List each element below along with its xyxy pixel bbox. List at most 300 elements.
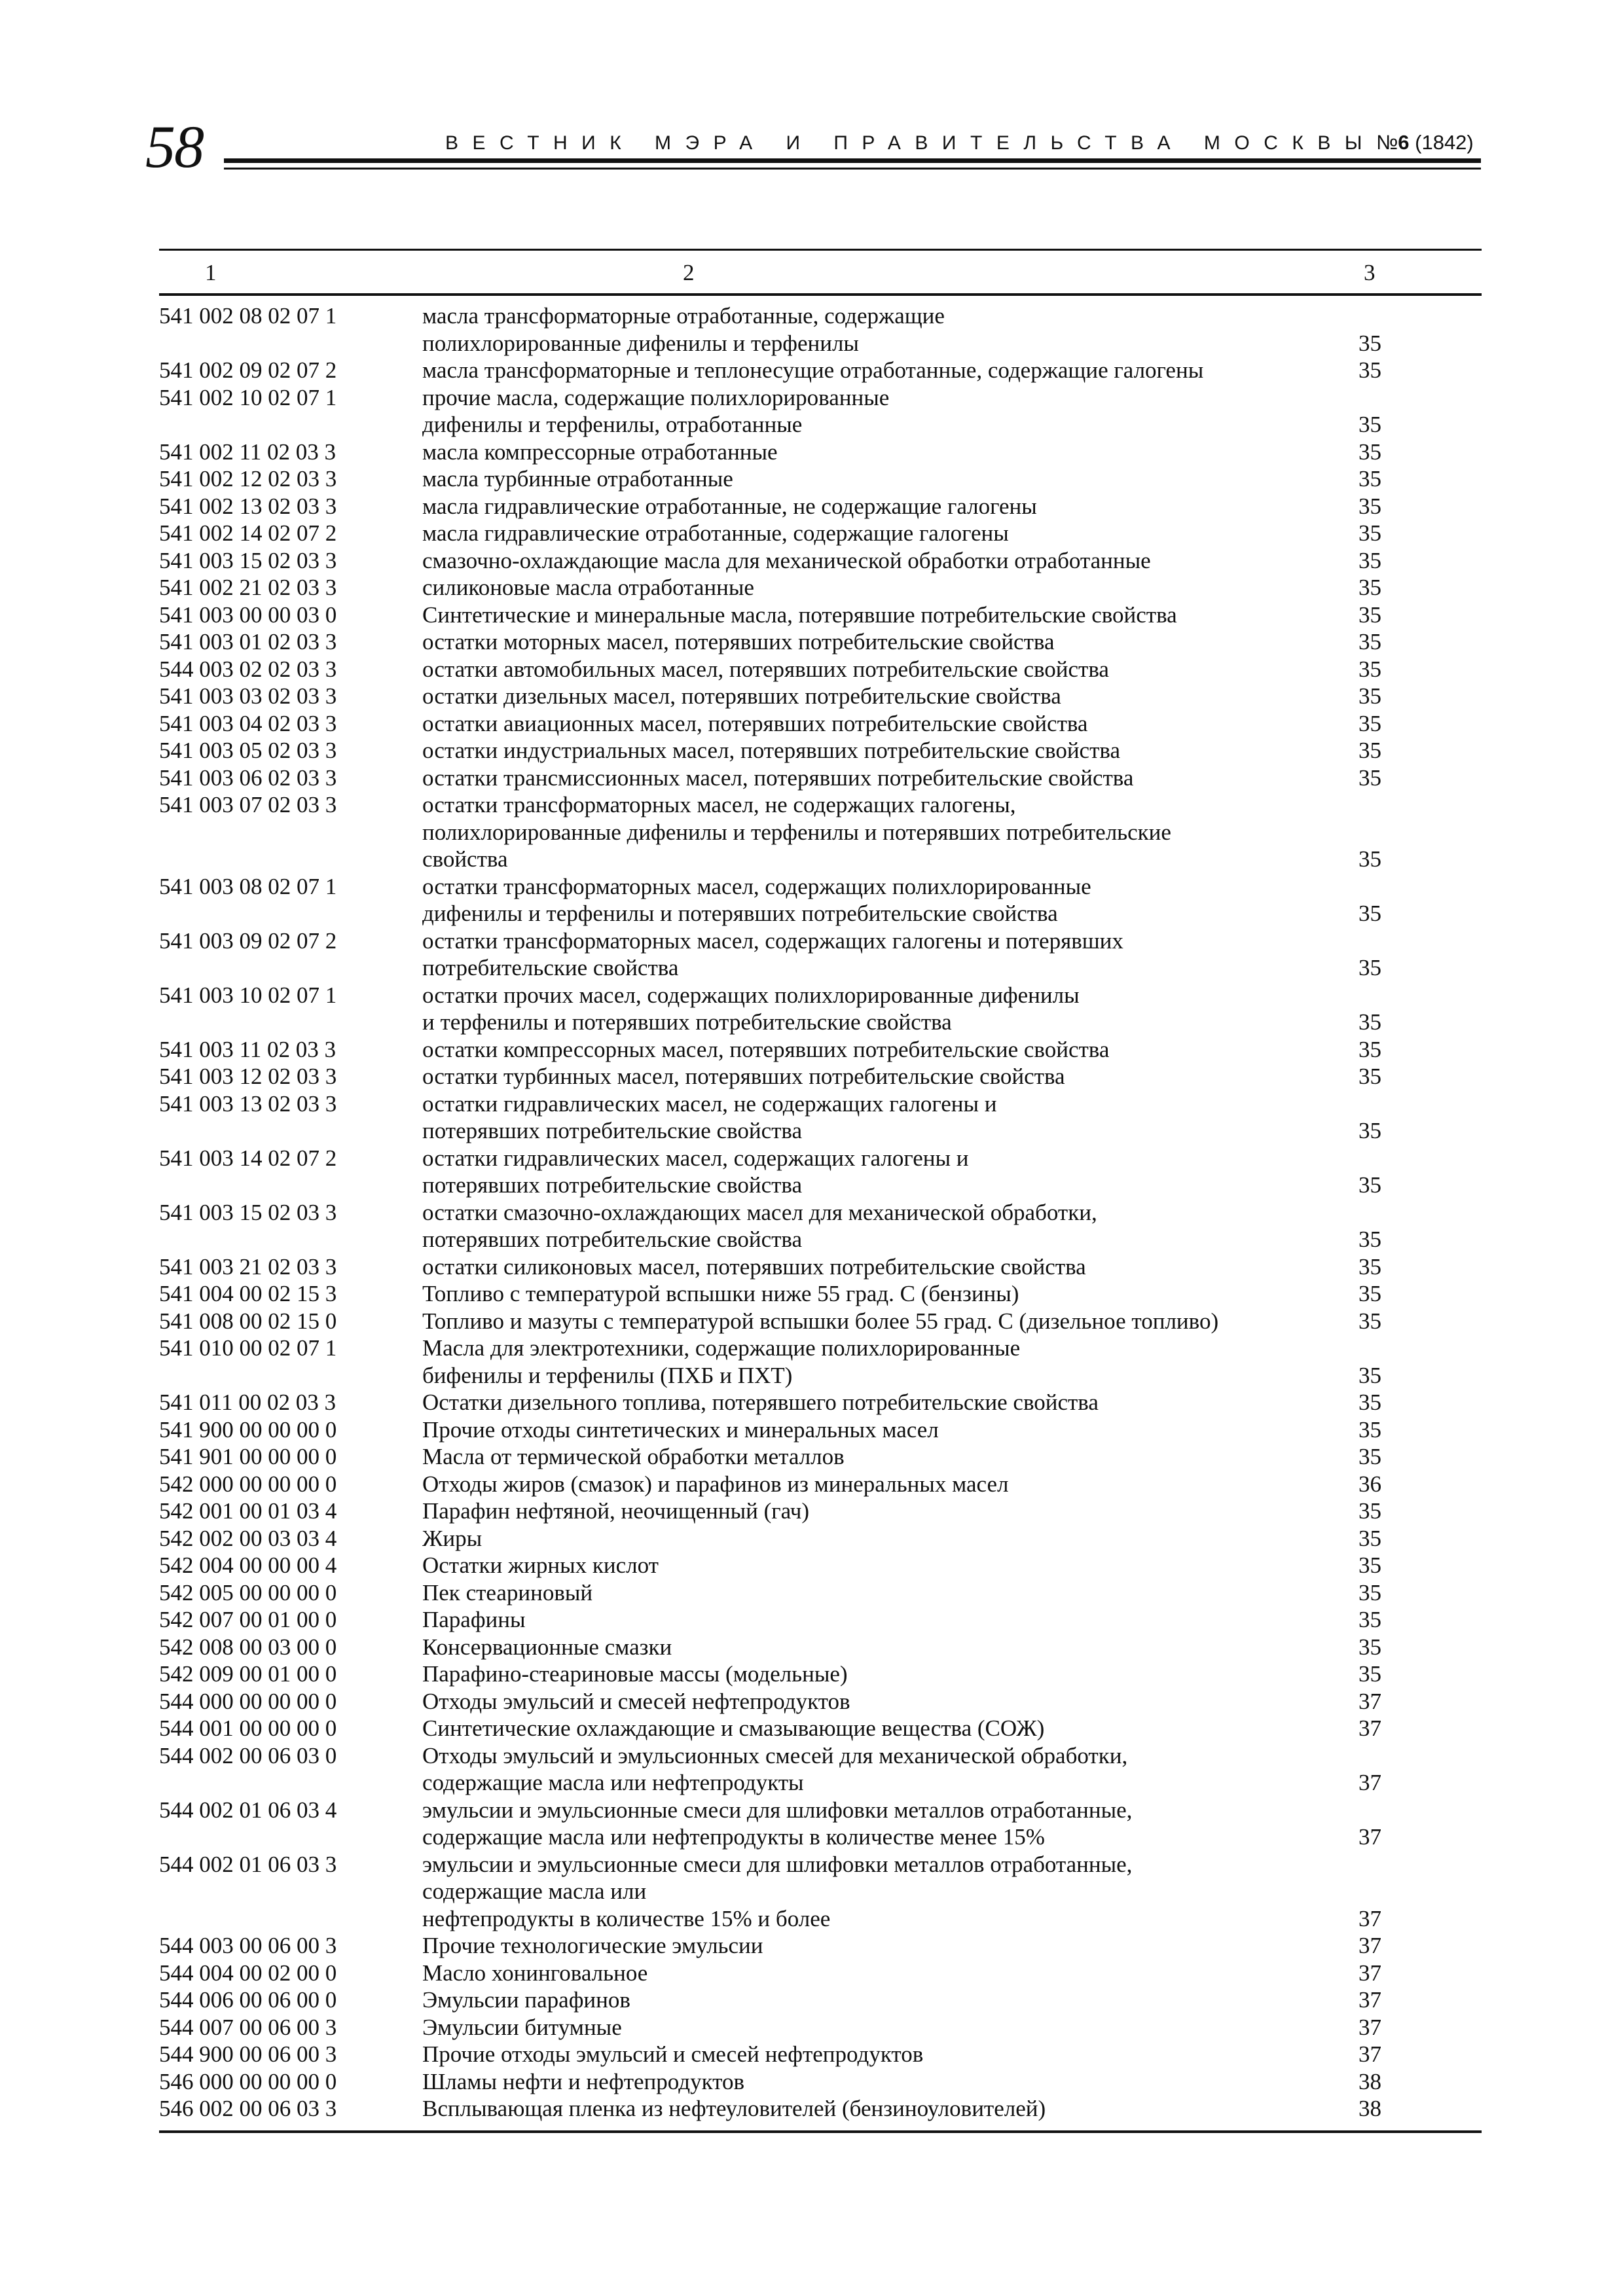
page-reference-value: 35 — [1359, 1661, 1381, 1687]
waste-name — [422, 1579, 1339, 1607]
table-row — [159, 1552, 1482, 1579]
waste-code: 541 003 04 02 03 3 — [159, 710, 337, 736]
issue-label — [1376, 131, 1474, 154]
waste-code: 541 003 11 02 03 3 — [159, 1036, 336, 1062]
page-reference-value: 35 — [1359, 1498, 1381, 1524]
page-reference-value: 35 — [1359, 629, 1381, 655]
page-reference — [1339, 1471, 1482, 1498]
waste-name — [422, 628, 1339, 656]
page-reference — [1339, 1090, 1482, 1145]
table-row — [159, 439, 1482, 466]
waste-code: 541 002 08 02 07 1 — [159, 303, 337, 329]
waste-code: 541 003 12 02 03 3 — [159, 1064, 337, 1089]
page-reference-value: 37 — [1359, 1715, 1381, 1741]
table-row — [159, 1090, 1482, 1145]
waste-name-line: Эмульсии битумные — [422, 2014, 622, 2040]
waste-code: 541 010 00 02 07 1 — [159, 1335, 337, 1361]
waste-name — [422, 1606, 1339, 1634]
header-rule-thin — [224, 168, 1481, 170]
table-row — [159, 1036, 1482, 1064]
table-bottom-rule — [159, 2130, 1482, 2133]
waste-name-line: остатки дизельных масел, потерявших потребительские свойства — [422, 683, 1061, 709]
waste-name — [422, 1688, 1339, 1715]
waste-name — [422, 1443, 1339, 1471]
table-row — [159, 357, 1482, 384]
page-reference — [1339, 656, 1482, 683]
waste-name — [422, 1389, 1339, 1416]
waste-name-line: остатки силиконовых масел, потерявших потребительские свойства — [422, 1253, 1086, 1280]
table-row — [159, 710, 1482, 738]
waste-name-line: Масло хонинговальное — [422, 1960, 648, 1986]
waste-code: 541 901 00 00 00 0 — [159, 1444, 337, 1469]
page-reference — [1339, 1932, 1482, 1960]
waste-name-line: полихлорированные дифенилы и терфенилы — [422, 330, 859, 356]
table-row — [159, 1660, 1482, 1688]
waste-code: 544 001 00 00 00 0 — [159, 1715, 337, 1741]
waste-code: 542 000 00 00 00 0 — [159, 1471, 337, 1497]
page-reference-value: 35 — [1359, 1362, 1381, 1388]
table-row — [159, 628, 1482, 656]
waste-name-line: содержащие масла или — [422, 1878, 647, 1904]
page-reference — [1339, 574, 1482, 601]
waste-name-line: остатки смазочно-охлаждающих масел для механической обработки, — [422, 1199, 1097, 1225]
waste-name-line: Масла от термической обработки металлов — [422, 1444, 845, 1469]
table-row — [159, 1471, 1482, 1498]
table-row — [159, 2041, 1482, 2068]
table-row — [159, 1443, 1482, 1471]
waste-name — [422, 1063, 1339, 1090]
table-row — [159, 683, 1482, 710]
waste-code: 541 003 21 02 03 3 — [159, 1253, 337, 1280]
waste-code: 541 011 00 02 03 3 — [159, 1390, 336, 1415]
page-reference-value: 37 — [1359, 1905, 1381, 1931]
issue-number: 6 — [1398, 131, 1410, 154]
page-reference — [1339, 628, 1482, 656]
page-reference-value: 35 — [1359, 1607, 1381, 1632]
waste-name-line: Шламы нефти и нефтепродуктов — [422, 2068, 744, 2094]
page-reference-value: 35 — [1359, 412, 1381, 437]
waste-name — [422, 737, 1339, 764]
waste-code: 544 003 00 06 00 3 — [159, 1933, 337, 1958]
table-row — [159, 2095, 1482, 2123]
table-row — [159, 1498, 1482, 1525]
waste-name — [422, 357, 1339, 384]
page-reference — [1339, 601, 1482, 629]
waste-code: 541 002 13 02 03 3 — [159, 493, 337, 519]
table-row — [159, 520, 1482, 547]
waste-name — [422, 1660, 1339, 1688]
page-reference-value: 35 — [1359, 1281, 1381, 1306]
table-row — [159, 302, 1482, 357]
page-reference-value: 35 — [1359, 764, 1381, 791]
page-reference — [1339, 873, 1482, 927]
table-row — [159, 1606, 1482, 1634]
waste-name-line: прочие масла, содержащие полихлорированные — [422, 384, 890, 410]
table-row — [159, 547, 1482, 575]
waste-name — [422, 1742, 1339, 1797]
waste-name-line: остатки автомобильных масел, потерявших потребительские свойства — [422, 656, 1109, 682]
page-reference-value: 35 — [1359, 601, 1381, 628]
waste-name-line: остатки авиационных масел, потерявших потребительские свойства — [422, 710, 1088, 736]
page-reference-value: 35 — [1359, 656, 1381, 682]
waste-code-table — [159, 249, 1482, 2133]
page-reference-value: 35 — [1359, 1390, 1381, 1415]
column-header-1: 1 — [205, 260, 217, 285]
waste-code: 541 003 09 02 07 2 — [159, 927, 337, 954]
table-row — [159, 1742, 1482, 1797]
page-reference — [1339, 1063, 1482, 1090]
waste-code: 541 003 00 00 03 0 — [159, 601, 337, 628]
waste-code: 542 001 00 01 03 4 — [159, 1498, 337, 1524]
page-reference — [1339, 384, 1482, 439]
page-reference-value: 35 — [1359, 1036, 1381, 1062]
waste-name — [422, 2041, 1339, 2068]
page-reference-value: 35 — [1359, 1172, 1381, 1198]
waste-code: 541 002 10 02 07 1 — [159, 384, 337, 410]
waste-code: 541 002 11 02 03 3 — [159, 439, 336, 465]
page-reference-value: 38 — [1359, 2096, 1381, 2121]
page-reference-value: 36 — [1359, 1471, 1381, 1497]
page-reference — [1339, 357, 1482, 384]
waste-code: 544 006 00 06 00 0 — [159, 1987, 337, 2013]
waste-code: 542 005 00 00 00 0 — [159, 1579, 337, 1605]
waste-name-line: остатки трансформаторных масел, содержащих полихлорированные — [422, 873, 1091, 899]
waste-code: 544 007 00 06 00 3 — [159, 2014, 337, 2040]
table-row — [159, 1797, 1482, 1851]
waste-name — [422, 927, 1339, 982]
page-reference-value: 35 — [1359, 439, 1381, 465]
waste-name — [422, 302, 1339, 357]
waste-name — [422, 982, 1339, 1036]
table-row — [159, 1253, 1482, 1281]
waste-name-line: Топливо и мазуты с температурой вспышки более 55 град. С (дизельное топливо) — [422, 1308, 1219, 1334]
waste-code: 541 003 06 02 03 3 — [159, 764, 337, 791]
waste-name — [422, 1090, 1339, 1145]
waste-name — [422, 1036, 1339, 1064]
waste-name — [422, 1471, 1339, 1498]
page-reference — [1339, 1145, 1482, 1199]
table-row — [159, 1851, 1482, 1933]
table-row — [159, 465, 1482, 493]
table-row — [159, 764, 1482, 792]
page-reference-value: 37 — [1359, 1824, 1381, 1850]
page-reference — [1339, 1280, 1482, 1308]
waste-name — [422, 2068, 1339, 2096]
waste-name-line: масла гидравлические отработанные, содержащие галогены — [422, 520, 1009, 546]
page-reference-value: 35 — [1359, 1118, 1381, 1143]
page-reference — [1339, 439, 1482, 466]
page-reference-value: 35 — [1359, 1634, 1381, 1660]
waste-name — [422, 601, 1339, 629]
page-reference-value: 35 — [1359, 955, 1381, 980]
table-body — [159, 296, 1482, 2123]
table-row — [159, 1715, 1482, 1742]
waste-code: 541 002 12 02 03 3 — [159, 466, 337, 492]
table-row — [159, 873, 1482, 927]
waste-code: 541 003 08 02 07 1 — [159, 873, 337, 899]
waste-name-line: Остатки дизельного топлива, потерявшего потребительские свойства — [422, 1390, 1099, 1415]
waste-name-line: масла трансформаторные отработанные, содержащие — [422, 303, 945, 329]
page-reference — [1339, 982, 1482, 1036]
table-row — [159, 384, 1482, 439]
page-reference-value: 37 — [1359, 1933, 1381, 1958]
waste-name-line: масла гидравлические отработанные, не содержащие галогены — [422, 493, 1037, 519]
waste-name — [422, 1960, 1339, 1987]
table-row — [159, 1389, 1482, 1416]
page-reference — [1339, 1960, 1482, 1987]
waste-name — [422, 1851, 1339, 1933]
waste-name — [422, 493, 1339, 520]
waste-name-line: остатки индустриальных масел, потерявших потребительские свойства — [422, 738, 1120, 763]
table-row — [159, 1416, 1482, 1444]
page-reference-value: 35 — [1359, 1579, 1381, 1605]
page-reference-value: 37 — [1359, 2014, 1381, 2040]
page-reference-value: 37 — [1359, 1987, 1381, 2013]
waste-code: 546 000 00 00 00 0 — [159, 2068, 337, 2094]
page-reference — [1339, 2014, 1482, 2041]
waste-name — [422, 1145, 1339, 1199]
page-reference — [1339, 764, 1482, 792]
page-reference — [1339, 465, 1482, 493]
waste-name — [422, 547, 1339, 575]
waste-name-line: остатки компрессорных масел, потерявших потребительские свойства — [422, 1036, 1110, 1062]
page-reference-value: 35 — [1359, 1444, 1381, 1469]
page-reference — [1339, 1797, 1482, 1851]
waste-name-line: остатки турбинных масел, потерявших потребительские свойства — [422, 1064, 1065, 1089]
waste-code: 544 000 00 00 00 0 — [159, 1688, 337, 1714]
page-header — [0, 0, 1623, 196]
waste-name-line: остатки гидравлических масел, не содержащих галогены и — [422, 1090, 997, 1117]
waste-code: 541 002 21 02 03 3 — [159, 575, 337, 600]
waste-code: 542 007 00 01 00 0 — [159, 1607, 337, 1632]
waste-code: 541 008 00 02 15 0 — [159, 1308, 337, 1334]
waste-code: 544 900 00 06 00 3 — [159, 2041, 337, 2067]
page-reference — [1339, 1498, 1482, 1525]
waste-name — [422, 384, 1339, 439]
waste-name — [422, 683, 1339, 710]
page-reference — [1339, 1416, 1482, 1444]
table-row — [159, 2068, 1482, 2096]
waste-code: 541 004 00 02 15 3 — [159, 1281, 337, 1306]
issue-suffix: (1842) — [1415, 131, 1474, 154]
waste-code: 544 002 01 06 03 4 — [159, 1797, 337, 1823]
page-reference-value: 35 — [1359, 575, 1381, 600]
waste-name-line: Парафино-стеариновые массы (модельные) — [422, 1661, 848, 1687]
page-number: 58 — [145, 113, 203, 180]
table-row — [159, 927, 1482, 982]
waste-code: 541 002 09 02 07 2 — [159, 357, 337, 383]
waste-name-line: остатки моторных масел, потерявших потребительские свойства — [422, 629, 1055, 655]
waste-code: 542 002 00 03 03 4 — [159, 1525, 337, 1551]
page-reference — [1339, 1606, 1482, 1634]
page-reference — [1339, 302, 1482, 357]
waste-name — [422, 1932, 1339, 1960]
waste-name-line: Жиры — [422, 1525, 483, 1551]
waste-name — [422, 791, 1339, 873]
page-reference-value: 35 — [1359, 1064, 1381, 1089]
waste-name-line: остатки трансформаторных масел, содержащих галогены и потерявших — [422, 927, 1123, 954]
page-reference-value: 37 — [1359, 1688, 1381, 1714]
issue-prefix: № — [1376, 131, 1398, 154]
table-row — [159, 1986, 1482, 2014]
page-reference-value: 35 — [1359, 1416, 1381, 1443]
waste-name — [422, 1552, 1339, 1579]
page-reference-value: 35 — [1359, 357, 1381, 383]
waste-name — [422, 764, 1339, 792]
waste-name — [422, 574, 1339, 601]
waste-name-line: потерявших потребительские свойства — [422, 1227, 803, 1252]
waste-name — [422, 520, 1339, 547]
waste-name — [422, 439, 1339, 466]
waste-name — [422, 873, 1339, 927]
page-reference — [1339, 1986, 1482, 2014]
waste-name-line: Эмульсии парафинов — [422, 1987, 630, 2013]
waste-name-line: и терфенилы и потерявших потребительские свойства — [422, 1009, 952, 1035]
page-reference — [1339, 1579, 1482, 1607]
page-reference — [1339, 737, 1482, 764]
waste-name-line: Топливо с температурой вспышки ниже 55 град. С (бензины) — [422, 1281, 1019, 1306]
table-row — [159, 574, 1482, 601]
waste-code: 541 003 01 02 03 3 — [159, 629, 337, 655]
waste-name-line: Прочие отходы эмульсий и смесей нефтепродуктов — [422, 2041, 924, 2067]
page-reference — [1339, 1199, 1482, 1253]
page-reference — [1339, 1308, 1482, 1335]
waste-name-line: остатки трансмиссионных масел, потерявших потребительские свойства — [422, 764, 1134, 791]
table-row — [159, 1634, 1482, 1661]
waste-name-line: Парафин нефтяной, неочищенный (гач) — [422, 1498, 810, 1524]
waste-code: 546 002 00 06 03 3 — [159, 2096, 337, 2121]
page-reference — [1339, 1253, 1482, 1281]
table-row — [159, 1579, 1482, 1607]
page-reference-value: 35 — [1359, 547, 1381, 573]
waste-name-line: Парафины — [422, 1607, 526, 1632]
page-reference-value: 35 — [1359, 466, 1381, 492]
waste-name — [422, 1986, 1339, 2014]
waste-name-line: Консервационные смазки — [422, 1634, 672, 1660]
table-row — [159, 656, 1482, 683]
table-row — [159, 1525, 1482, 1552]
waste-name-line: остатки прочих масел, содержащих полихлорированные дифенилы — [422, 982, 1080, 1008]
waste-name-line: остатки трансформаторных масел, не содержащих галогены, — [422, 792, 1016, 817]
waste-code: 541 900 00 00 00 0 — [159, 1416, 337, 1443]
waste-name — [422, 1308, 1339, 1335]
waste-name-line: Прочие технологические эмульсии — [422, 1933, 763, 1958]
page-reference-value: 35 — [1359, 1525, 1381, 1551]
table-row — [159, 601, 1482, 629]
page-reference-value: 35 — [1359, 683, 1381, 709]
page-reference — [1339, 547, 1482, 575]
waste-name-line: потребительские свойства — [422, 955, 679, 980]
waste-name — [422, 656, 1339, 683]
waste-name-line: остатки гидравлических масел, содержащих галогены и — [422, 1145, 969, 1171]
page-reference-value: 35 — [1359, 846, 1381, 872]
header-rule-thick — [224, 158, 1481, 163]
column-header-3: 3 — [1364, 260, 1376, 285]
waste-name-line: Масла для электротехники, содержащие полихлорированные — [422, 1335, 1021, 1361]
waste-code: 541 003 05 02 03 3 — [159, 738, 337, 763]
page-reference — [1339, 1443, 1482, 1471]
waste-name-line: потерявших потребительские свойства — [422, 1118, 803, 1143]
waste-code: 541 003 14 02 07 2 — [159, 1145, 337, 1171]
waste-name-line: эмульсии и эмульсионные смеси для шлифовки металлов отработанные, — [422, 1851, 1133, 1877]
waste-name — [422, 1416, 1339, 1444]
waste-name-line: дифенилы и терфенилы и потерявших потребительские свойства — [422, 901, 1058, 926]
table-row — [159, 2014, 1482, 2041]
waste-name — [422, 1335, 1339, 1389]
waste-name-line: Прочие отходы синтетических и минеральных масел — [422, 1416, 939, 1443]
page-reference — [1339, 1742, 1482, 1797]
waste-name — [422, 1498, 1339, 1525]
waste-code: 541 003 03 02 03 3 — [159, 683, 337, 709]
waste-code: 541 003 15 02 03 3 — [159, 547, 337, 573]
page-reference-value: 35 — [1359, 1253, 1381, 1280]
page-reference-value: 35 — [1359, 710, 1381, 736]
waste-code: 541 003 10 02 07 1 — [159, 982, 337, 1008]
page-reference — [1339, 791, 1482, 873]
waste-name-line: содержащие масла или нефтепродукты — [422, 1770, 804, 1795]
page-reference — [1339, 2041, 1482, 2068]
waste-name-line: нефтепродукты в количестве 15% и более — [422, 1905, 831, 1931]
waste-name — [422, 1797, 1339, 1851]
page-reference — [1339, 710, 1482, 738]
page-reference-value: 35 — [1359, 1009, 1381, 1035]
table-row — [159, 1960, 1482, 1987]
waste-name-line: смазочно-охлаждающие масла для механической обработки отработанные — [422, 547, 1151, 573]
page-reference — [1339, 927, 1482, 982]
waste-name-line: Синтетические охлаждающие и смазывающие вещества (СОЖ) — [422, 1715, 1045, 1741]
waste-name-line: дифенилы и терфенилы, отработанные — [422, 412, 803, 437]
waste-name-line: эмульсии и эмульсионные смеси для шлифовки металлов отработанные, — [422, 1797, 1133, 1823]
waste-name-line: Отходы эмульсий и эмульсионных смесей для механической обработки, — [422, 1742, 1128, 1768]
waste-name-line: бифенилы и терфенилы (ПХБ и ПХТ) — [422, 1362, 793, 1388]
waste-name — [422, 1199, 1339, 1253]
page-reference-value: 38 — [1359, 2068, 1381, 2094]
waste-code: 541 003 15 02 03 3 — [159, 1199, 337, 1225]
waste-name-line: Отходы жиров (смазок) и парафинов из минеральных масел — [422, 1471, 1009, 1497]
waste-name — [422, 1634, 1339, 1661]
page-reference-value: 35 — [1359, 738, 1381, 763]
waste-name-line: силиконовые масла отработанные — [422, 575, 754, 600]
waste-name-line: полихлорированные дифенилы и терфенилы и потерявших потребительские — [422, 819, 1171, 845]
page-reference-value: 35 — [1359, 520, 1381, 546]
waste-code: 542 009 00 01 00 0 — [159, 1661, 337, 1687]
waste-name-line: Синтетические и минеральные масла, потерявшие потребительские свойства — [422, 601, 1177, 628]
page-reference — [1339, 1036, 1482, 1064]
page-reference-value: 35 — [1359, 1227, 1381, 1252]
waste-code: 542 004 00 00 00 4 — [159, 1552, 337, 1578]
page-reference — [1339, 1688, 1482, 1715]
page-reference — [1339, 1634, 1482, 1661]
waste-name-line: масла компрессорные отработанные — [422, 439, 778, 465]
table-row — [159, 493, 1482, 520]
table-row — [159, 1145, 1482, 1199]
table-header — [159, 251, 1482, 293]
table-row — [159, 1063, 1482, 1090]
page-reference — [1339, 1335, 1482, 1389]
page-reference — [1339, 1851, 1482, 1933]
waste-name-line: потерявших потребительские свойства — [422, 1172, 803, 1198]
table-row — [159, 982, 1482, 1036]
waste-name — [422, 1715, 1339, 1742]
waste-code: 541 003 13 02 03 3 — [159, 1090, 337, 1117]
waste-code: 542 008 00 03 00 0 — [159, 1634, 337, 1660]
page-reference — [1339, 1715, 1482, 1742]
waste-name-line: Отходы эмульсий и смесей нефтепродуктов — [422, 1688, 850, 1714]
page-reference — [1339, 1660, 1482, 1688]
waste-name — [422, 1253, 1339, 1281]
page-reference — [1339, 1552, 1482, 1579]
page-reference — [1339, 683, 1482, 710]
